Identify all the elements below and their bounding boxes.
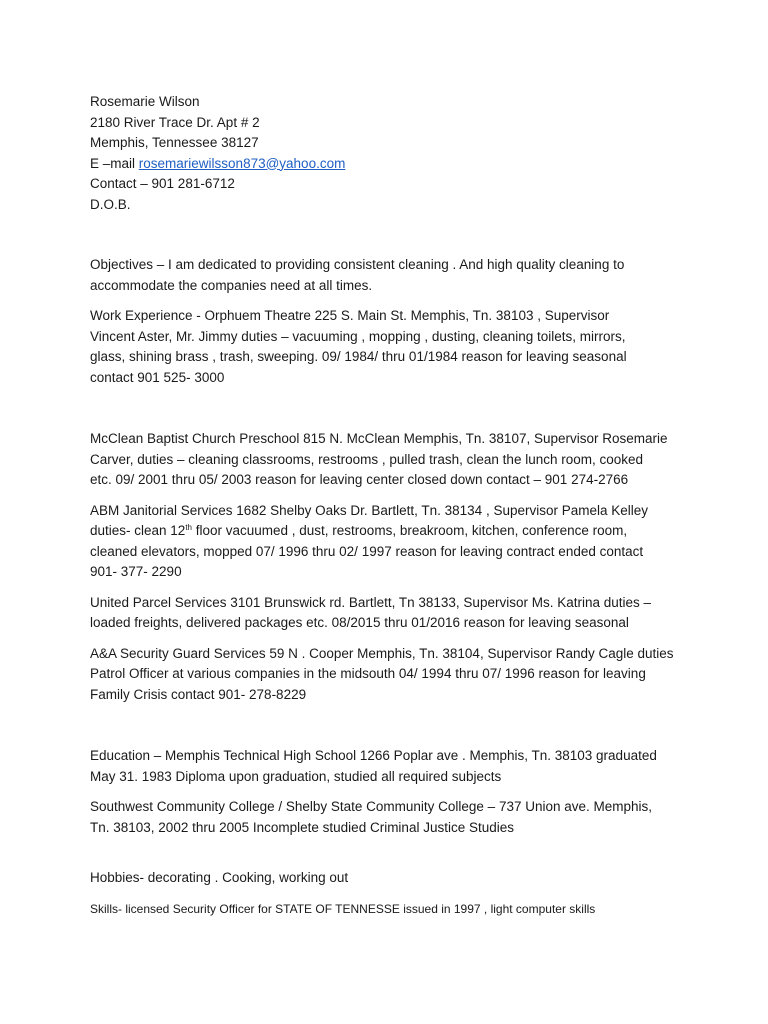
work-line [90,521,690,542]
skills-paragraph [90,899,690,920]
work-line: 901- 377- 2290 [90,564,182,579]
resume-document [90,92,690,919]
work-line: McClean Baptist Church Preschool 815 N. McClean Memphis, Tn. 38107, Supervisor Rosemarie [90,431,668,446]
address-line-2: Memphis, Tennessee 38127 [90,135,259,150]
hobbies-line: Hobbies- decorating . Cooking, working out [90,870,349,885]
work-line: United Parcel Services 3101 Brunswick rd. Bartlett, Tn 38133, Supervisor Ms. Katrina duties – [90,594,652,610]
work-entry-aa-security [90,644,690,706]
education-highschool [90,746,690,787]
hobbies-paragraph [90,868,690,889]
work-line: Patrol Officer at various companies in the midsouth 04/ 1994 thru 07/ 1996 reason for leaving [90,666,646,681]
objectives-line: accommodate the companies need at all times. [90,277,373,293]
education-line: Southwest Community College / Shelby State Community College – 737 Union ave. Memphis, [90,799,653,814]
education-line: Education – Memphis Technical High School 1266 Poplar ave . Memphis, Tn. 38103 graduated [90,748,657,763]
work-line: cleaned elevators, mopped 07/ 1996 thru 02/ 1997 reason for leaving contract ended contact [90,543,644,559]
address-line-1: 2180 River Trace Dr. Apt # 2 [90,114,260,130]
work-line-part: floor vacuumed , dust, restrooms, breakroom, kitchen, conference room, [191,523,628,538]
ordinal-suffix: th [185,523,192,532]
email-line [90,154,690,175]
objectives-line: Objectives – I am dedicated to providing consistent cleaning . And high quality cleaning to [90,257,625,272]
dob-line: D.O.B. [90,196,131,212]
work-line: etc. 09/ 2001 thru 05/ 2003 reason for leaving center closed down contact – 901 274-2766 [90,472,629,487]
email-link[interactable]: rosemariewilsson873@yahoo.com [138,155,346,171]
work-entry-abm [90,501,690,583]
objectives-paragraph [90,255,690,296]
email-label: E –mail [90,155,139,171]
work-line-part: duties- clean 12 [90,523,186,538]
skills-line: Skills- licensed Security Officer for STATE OF TENNESSE issued in 1997 , light computer skills [90,901,596,916]
work-line: loaded freights, delivered packages etc. 08/2015 thru 01/2016 reason for leaving seasonal [90,615,629,630]
work-entry-mcclean [90,429,690,491]
work-line: Carver, duties – cleaning classrooms, restrooms , pulled trash, clean the lunch room, cooked [90,451,644,467]
education-line: May 31. 1983 Diploma upon graduation, studied all required subjects [90,768,502,784]
work-line: contact 901 525- 3000 [90,369,225,385]
contact-block [90,92,690,215]
work-entry-orphuem [90,306,690,388]
work-line: Vincent Aster, Mr. Jimmy duties – vacuuming , mopping , dusting, cleaning toilets, mirrors, [90,328,626,344]
work-line: ABM Janitorial Services 1682 Shelby Oaks Dr. Bartlett, Tn. 38134 , Supervisor Pamela Kelley [90,502,649,518]
work-line: Work Experience - Orphuem Theatre 225 S. Main St. Memphis, Tn. 38103 , Supervisor [90,308,610,323]
education-college [90,797,690,838]
phone-line: Contact – 901 281-6712 [90,176,235,191]
work-line: glass, shining brass , trash, sweeping. 09/ 1984/ thru 01/1984 reason for leaving seasonal [90,349,627,364]
work-entry-ups [90,593,690,634]
education-line: Tn. 38103, 2002 thru 2005 Incomplete studied Criminal Justice Studies [90,819,514,835]
applicant-name: Rosemarie Wilson [90,94,200,109]
work-line: Family Crisis contact 901- 278-8229 [90,686,307,702]
work-line: A&A Security Guard Services 59 N . Cooper Memphis, Tn. 38104, Supervisor Randy Cagle duties [90,645,674,661]
